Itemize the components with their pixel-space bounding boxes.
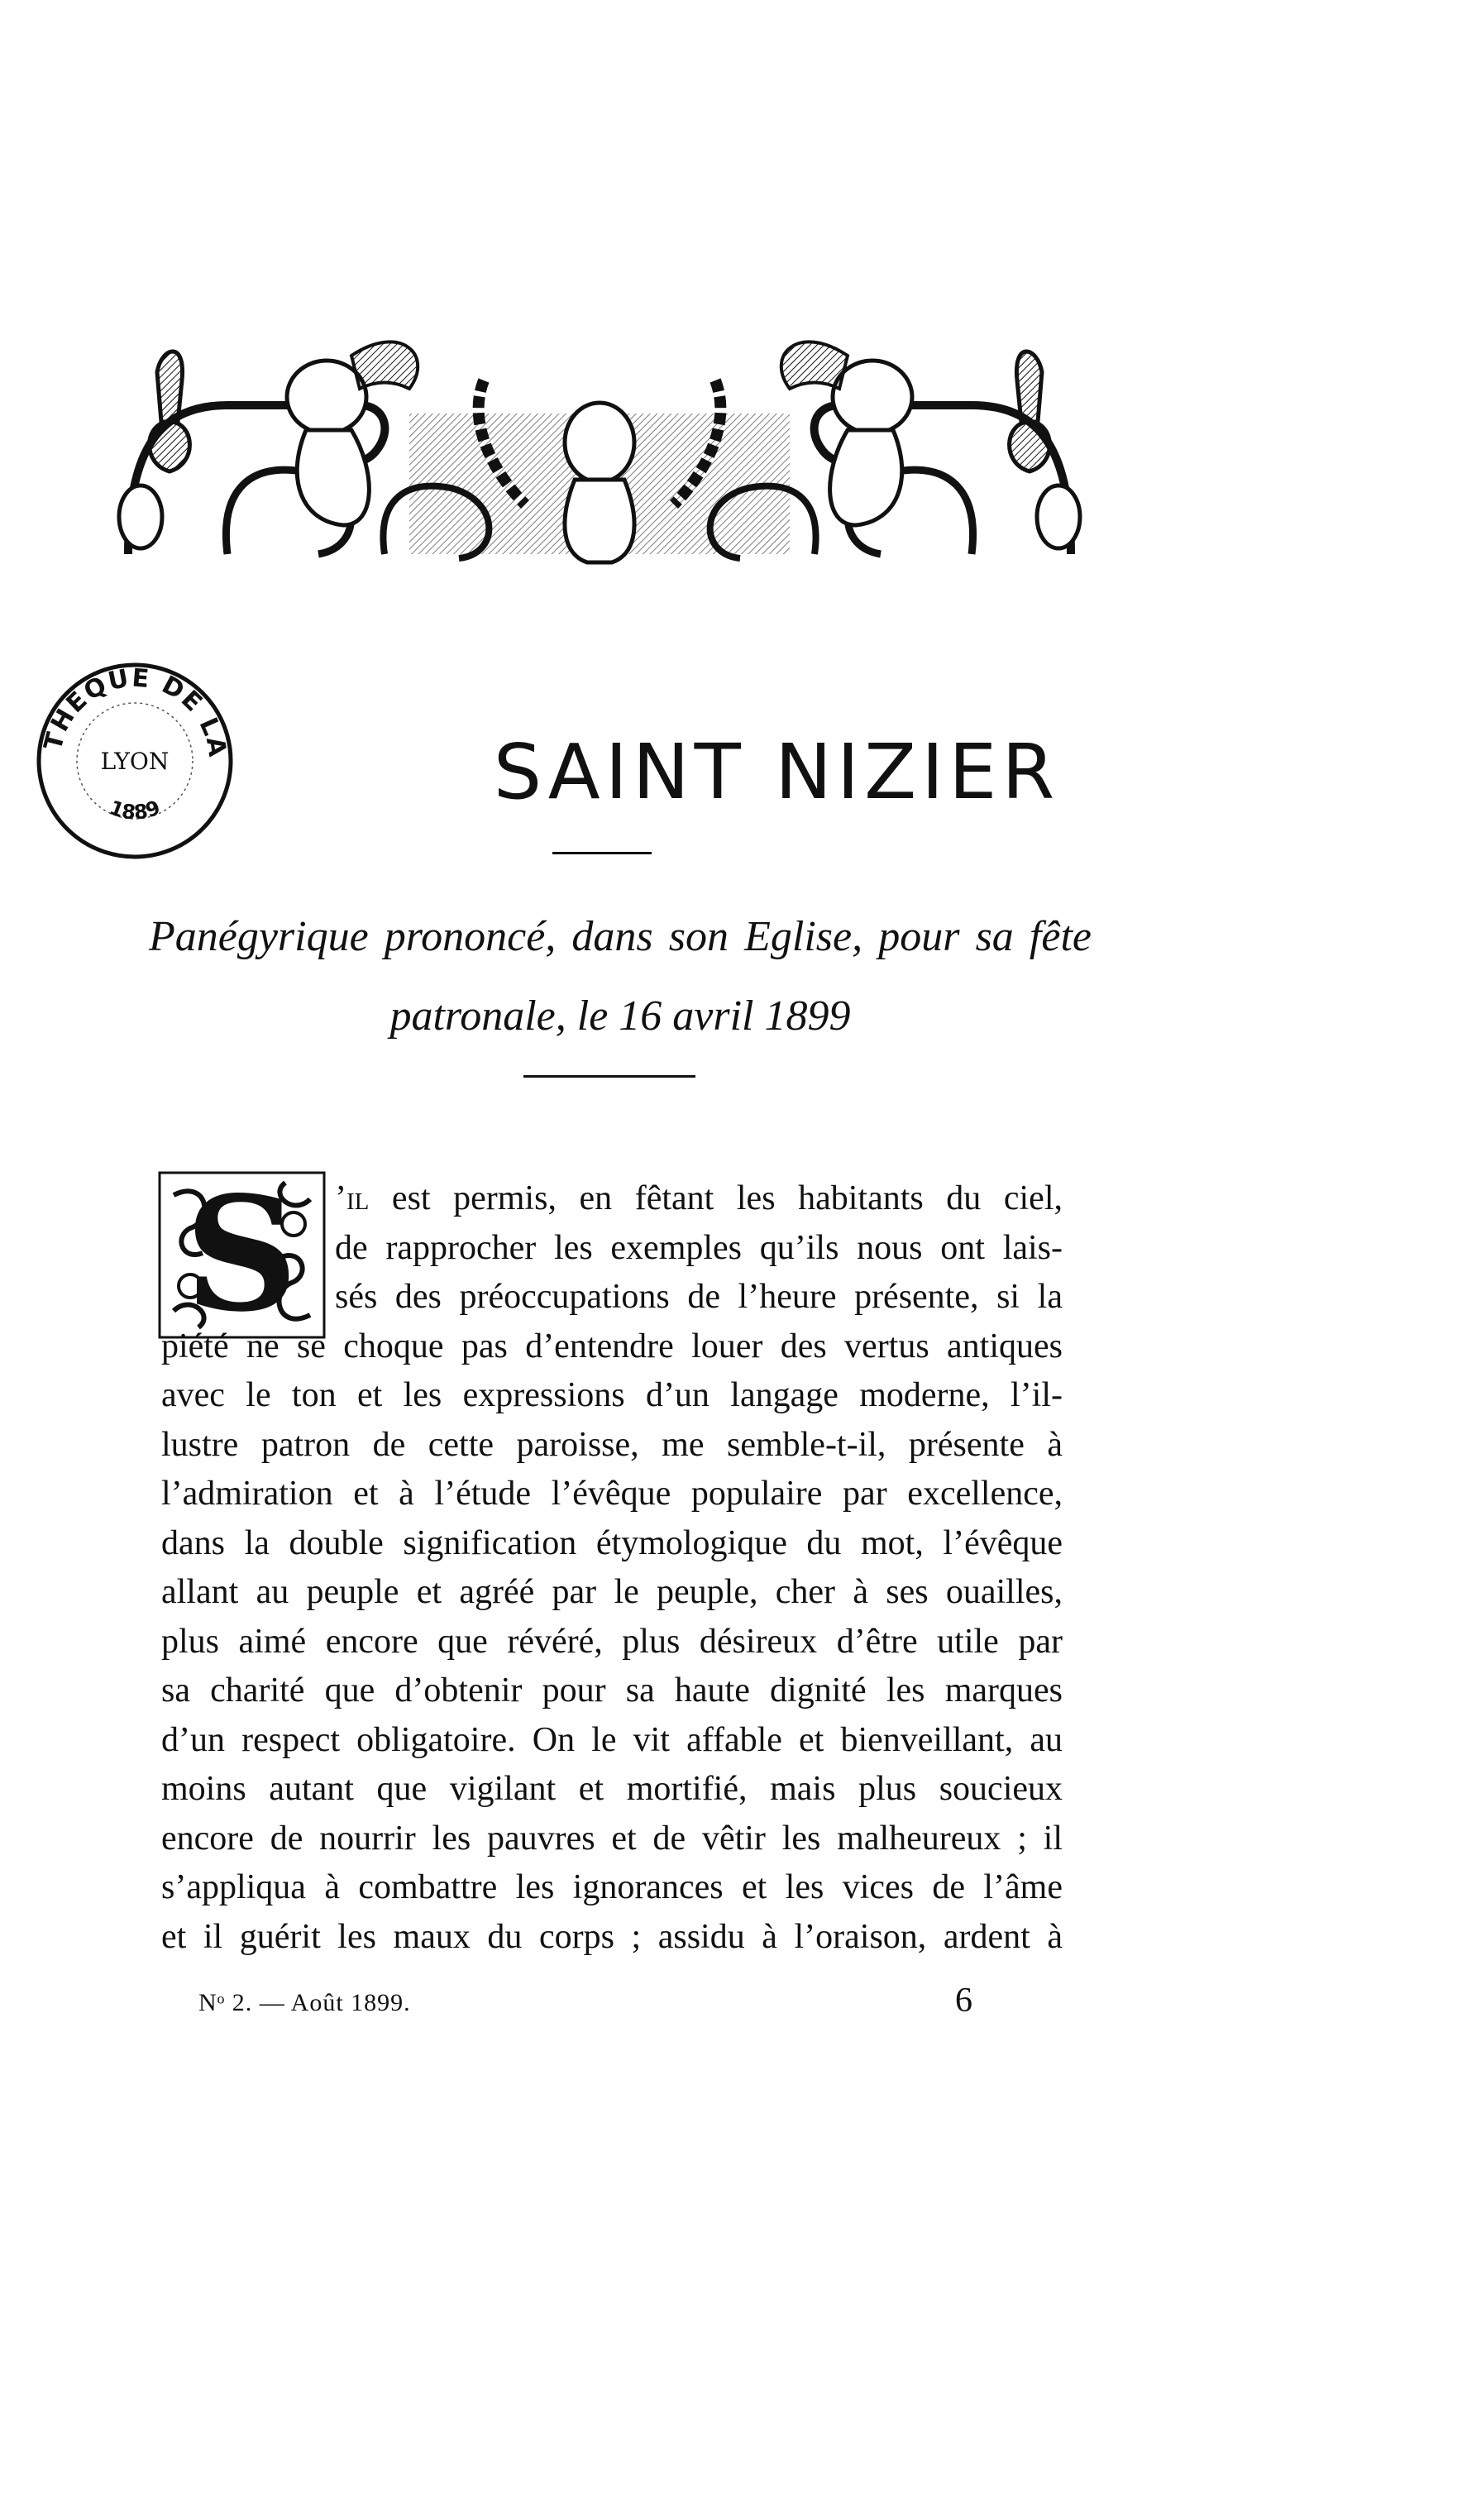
subtitle-line-2: patronale, le 16 avril 1899 bbox=[389, 992, 851, 1040]
text-line: et il guérit les maux du corps ; assidu à l’oraison, ardent à bbox=[161, 1917, 1063, 1956]
ornamental-headpiece bbox=[112, 306, 1087, 579]
subtitle-rule bbox=[523, 1075, 695, 1078]
subtitle bbox=[149, 897, 1092, 1056]
text-line: moins autant que vigilant et mortifié, mais plus soucieux bbox=[161, 1770, 1063, 1808]
text-line: sa charité que d’obtenir pour sa haute dignité les marques bbox=[161, 1671, 1063, 1709]
initial-continuation: ’il bbox=[335, 1179, 370, 1217]
stamp-bottom-text: 1889 bbox=[106, 796, 164, 825]
text-line: de rapprocher les exemples qu’ils nous ont lais- bbox=[335, 1228, 1063, 1267]
title-rule bbox=[552, 852, 652, 854]
page-title: SAINT NIZIER bbox=[493, 728, 1060, 816]
text-line: piété ne se choque pas d’entendre louer des vertus antiques bbox=[161, 1327, 1063, 1365]
text-line: dans la double signification étymologique du mot, l’évêque bbox=[161, 1523, 1063, 1562]
text-line: l’admiration et à l’étude l’évêque populaire par excellence, bbox=[161, 1475, 1063, 1513]
text-line: ’il est permis, en fêtant les habitants du ciel, bbox=[335, 1179, 1063, 1217]
page-number: 6 bbox=[955, 1982, 972, 2020]
subtitle-line-1: Panégyrique prononcé, dans son Eglise, pour sa fête bbox=[149, 913, 1092, 960]
text-line: allant au peuple et agréé par le peuple, cher à ses ouailles, bbox=[161, 1573, 1063, 1611]
issue-footer: Nᵒ 2. — Août 1899. bbox=[198, 1989, 411, 2016]
text-line: plus aimé encore que révéré, plus désireux d’être utile par bbox=[161, 1622, 1063, 1661]
text-line: lustre patron de cette paroisse, me semble-t-il, présente à bbox=[161, 1425, 1063, 1464]
stamp-center-text: LYON bbox=[100, 748, 170, 775]
initial-letter: S bbox=[184, 1170, 299, 1340]
stamp-top-text: THÈQUE DE LA bbox=[38, 663, 232, 761]
text-line: d’un respect obligatoire. On le vit affable et bienveillant, au bbox=[161, 1720, 1063, 1759]
text-line: s’appliqua à combattre les ignorances et les vices de l’âme bbox=[161, 1868, 1063, 1906]
body-text bbox=[161, 1174, 1063, 1962]
text-line: sés des préoccupations de l’heure présente, si la bbox=[335, 1278, 1063, 1316]
text-line: encore de nourrir les pauvres et de vêtir les malheureux ; il bbox=[161, 1819, 1063, 1858]
text-line: avec le ton et les expressions d’un langage moderne, l’il- bbox=[161, 1376, 1063, 1414]
